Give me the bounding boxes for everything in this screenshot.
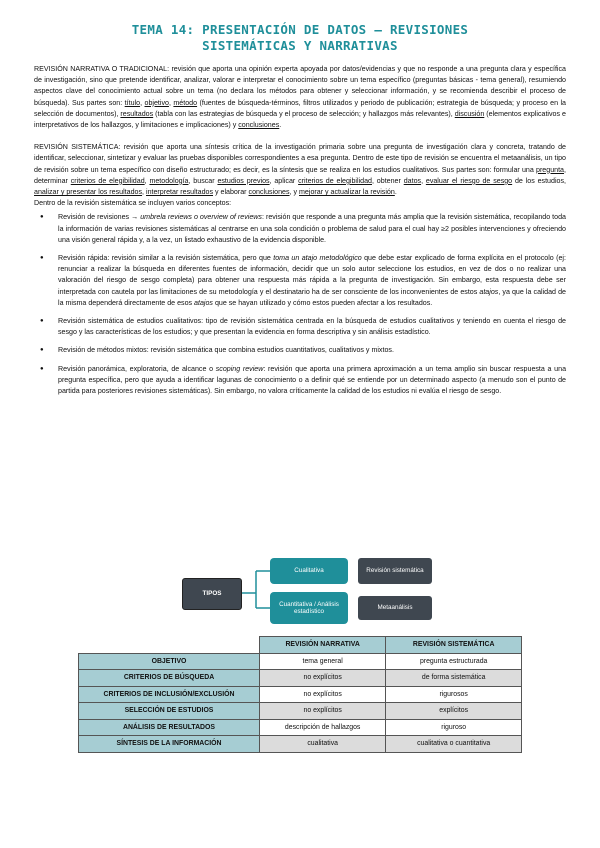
term: umbrela reviews o overview of reviews [140,213,262,222]
term: interpretar resultados [146,188,214,197]
comparison-table [78,636,522,753]
cell-sistematica: explícitos [386,703,522,720]
concepts-intro: Dentro de la revisión sistemática se incluyen varios conceptos: [34,199,232,208]
term: conclusiones [248,188,290,197]
term: criterios de elegibilidad [70,176,145,185]
title-line-1: TEMA 14: PRESENTACIÓN DE DATOS – REVISIONES [131,22,469,37]
diagram-node-tipos: TIPOS [182,578,242,610]
column-header-narrativa: REVISIÓN NARRATIVA [260,637,386,654]
row-label: OBJETIVO [79,653,260,670]
text: . [279,121,282,130]
cell-sistematica: cualitativa o cuantitativa [386,736,522,753]
table-row [79,736,522,753]
table-header-row [79,637,522,654]
term: toma un atajo metodológico [273,254,362,263]
text: , determinar [34,165,566,185]
text: . [394,188,397,197]
text: : revisión que aporta una opinión experta apoyada por datos/evidencias y que no responde a una pregunta clara y específica de investigación, sino que pretende identificar, analizar, valorar e interpretar el conocimiento sobre un tema específico (preguntas básicas - tema general), resumiendo aspectos clave del conocimiento actual sobre un tema (no declara los métodos para obtener y seleccionar información, y se recomienda describir el proceso de búsqueda). Sus partes son: [34,65,566,107]
text: de los estudios, [512,176,566,185]
row-label: SELECCIÓN DE ESTUDIOS [79,703,260,720]
text: , buscar [188,176,218,185]
text: , ya que la calidad de la misma dependerá directamente de esos [58,287,566,307]
term: analizar y presentar los resultados [34,188,143,197]
text: que debe estar explicado de forma explícita en el protocolo (ej: renunciar a realizar la búsqueda en diferentes fuentes de información, decidir que un solo autor seleccione los estudios, en vez de dos o no realizar una valoración del riesgo de sesgo completa) para obtener una respuesta más rápida a la pregunta de investigación. Sin embargo, esta respuesta debe ser interpretada con cautela por las limitaciones de su metodología y el destinatario ha de ser consciente de los inconvenientes de estos [58,254,566,296]
list-item: ● Revisión de métodos mixtos: revisión sistemática que combina estudios cuantitativos, cualitativos y mixtos. [58,345,566,356]
table-row [79,719,522,736]
systematic-label: REVISIÓN SISTEMÁTICA [34,143,119,152]
term: atajos [194,298,213,307]
text: : revisión que responde a una pregunta más amplia que la revisión sistemática, recopilando toda la información de varias revisiones sistemáticas al centrarse en una sola condición o problema de salud para el cual hay ≥2 posibles intervenciones y ofreciendo una visión general rápida y, a la vez, un listado exhaustivo de la evidencia disponible. [58,213,566,244]
cell-sistematica: pregunta estructurada [386,653,522,670]
table-row [79,653,522,670]
term: resultados [120,109,154,118]
narrative-label: REVISIÓN NARRATIVA O TRADICIONAL [34,65,168,73]
text: Revisión panorámica, exploratoria, de alcance o [58,364,216,373]
term: scoping review [215,364,264,373]
row-label: CRITERIOS DE INCLUSIÓN/EXCLUSIÓN [79,686,260,703]
cell-narrativa: no explícitos [260,670,386,687]
text: : revisión que aporta una primera aproximación a un tema amplio sin buscar respuesta a una pregunta específica, pero que ayuda a identificar lagunas de conocimiento o a definir qué se entiende por un determinado aspecto (a menudo son el punto de partida para posteriores revisiones sistemáticas). Sin embargo, no valora críticamente la calidad de los estudios ni evalúa el riesgo de sesgo. [58,364,567,396]
term: atajos [479,287,499,296]
table-corner [79,637,260,654]
table-row [79,686,522,703]
row-label: SÍNTESIS DE LA INFORMACIÓN [79,736,260,753]
diagram-node-metaanalisis: Metaanálisis [358,596,432,620]
term: metodología [149,176,189,185]
row-label: CRITERIOS DE BÚSQUEDA [79,670,260,687]
row-label: ANÁLISIS DE RESULTADOS [79,719,260,736]
text: , [140,98,145,107]
cell-narrativa: no explícitos [260,686,386,703]
term: conclusiones [238,121,280,130]
term: método [173,98,198,107]
cell-narrativa: descripción de hallazgos [260,719,386,736]
diagram-node-cualitativa: Cualitativa [270,558,348,584]
text: , [168,98,174,107]
text: , [421,176,426,185]
title-line-2: SISTEMÁTICAS Y NARRATIVAS [202,38,398,53]
text: (fuentes de búsqueda-términos, filtros utilizados y periodo de publicación; estrategia de búsqueda; y proceso en la selección de documentos), [34,98,567,118]
cell-narrativa: no explícitos [260,703,386,720]
term: título [124,98,141,107]
cell-narrativa: tema general [260,653,386,670]
text: (tabla con las estrategias de búsqueda y el proceso de selección; y hallazgos más relevantes), [153,109,455,118]
table-row [79,703,522,720]
cell-sistematica: de forma sistemática [386,670,522,687]
text: , obtener [372,176,404,185]
term: criterios de elegibilidad [298,176,372,185]
term: pregunta [536,165,565,174]
cell-sistematica: rigurosos [386,686,522,703]
text: (elementos explicativos e interpretativos de los hallazgos, y limitaciones e implicaciones) y [34,109,566,130]
diagram-node-revision: Revisión sistemática [358,558,432,584]
table-row [79,670,522,687]
text: , y [289,188,300,197]
cell-narrativa: cualitativa [260,736,386,753]
term: discusión [454,109,485,118]
diagram-node-cuantitativa: Cuantitativa / Análisis estadístico [270,592,348,624]
text: , [144,176,150,185]
term: evaluar el riesgo de sesgo [425,176,513,185]
term: objetivo [144,98,169,107]
text: , [142,188,146,197]
list-item: ● Revisión sistemática de estudios cualitativos: tipo de revisión sistemática centrada en la búsqueda de estudios cualitativos y teniendo en cuenta el riesgo de sesgo y las características de los estudios; y que presentan la evidencia en forma descriptiva y sin análisis estadístico. [58,316,566,338]
column-header-sistematica: REVISIÓN SISTEMÁTICA [386,637,522,654]
term: mejorar y actualizar la revisión [299,188,395,197]
text: y elaborar [213,188,249,197]
term: datos [403,176,422,185]
cell-sistematica: riguroso [386,719,522,736]
text: que se hayan utilizado y cómo estos pueden afectar a los resultados. [212,298,433,307]
text: , aplicar [269,176,299,185]
text: : revisión que aporta una síntesis crítica de la investigación primaria sobre una pregunta de investigación clara y concreta, tratando de identificar, seleccionar, sintetizar y evaluar las pruebas disponibles correspondientes a esa pregunta. Dentro de este tipo de revisión se encuentra el metaanálisis, un tipo de revisión sobre un tema específico con diseño estructurado; es decir, es la síntesis que se realiza en los estudios cualitativos. Sus partes son: formular una [34,143,567,174]
term: estudios previos [217,176,270,185]
text: Revisión rápida: revisión similar a la revisión sistemática, pero que [58,254,274,263]
text: Revisión de revisiones → [58,213,141,222]
